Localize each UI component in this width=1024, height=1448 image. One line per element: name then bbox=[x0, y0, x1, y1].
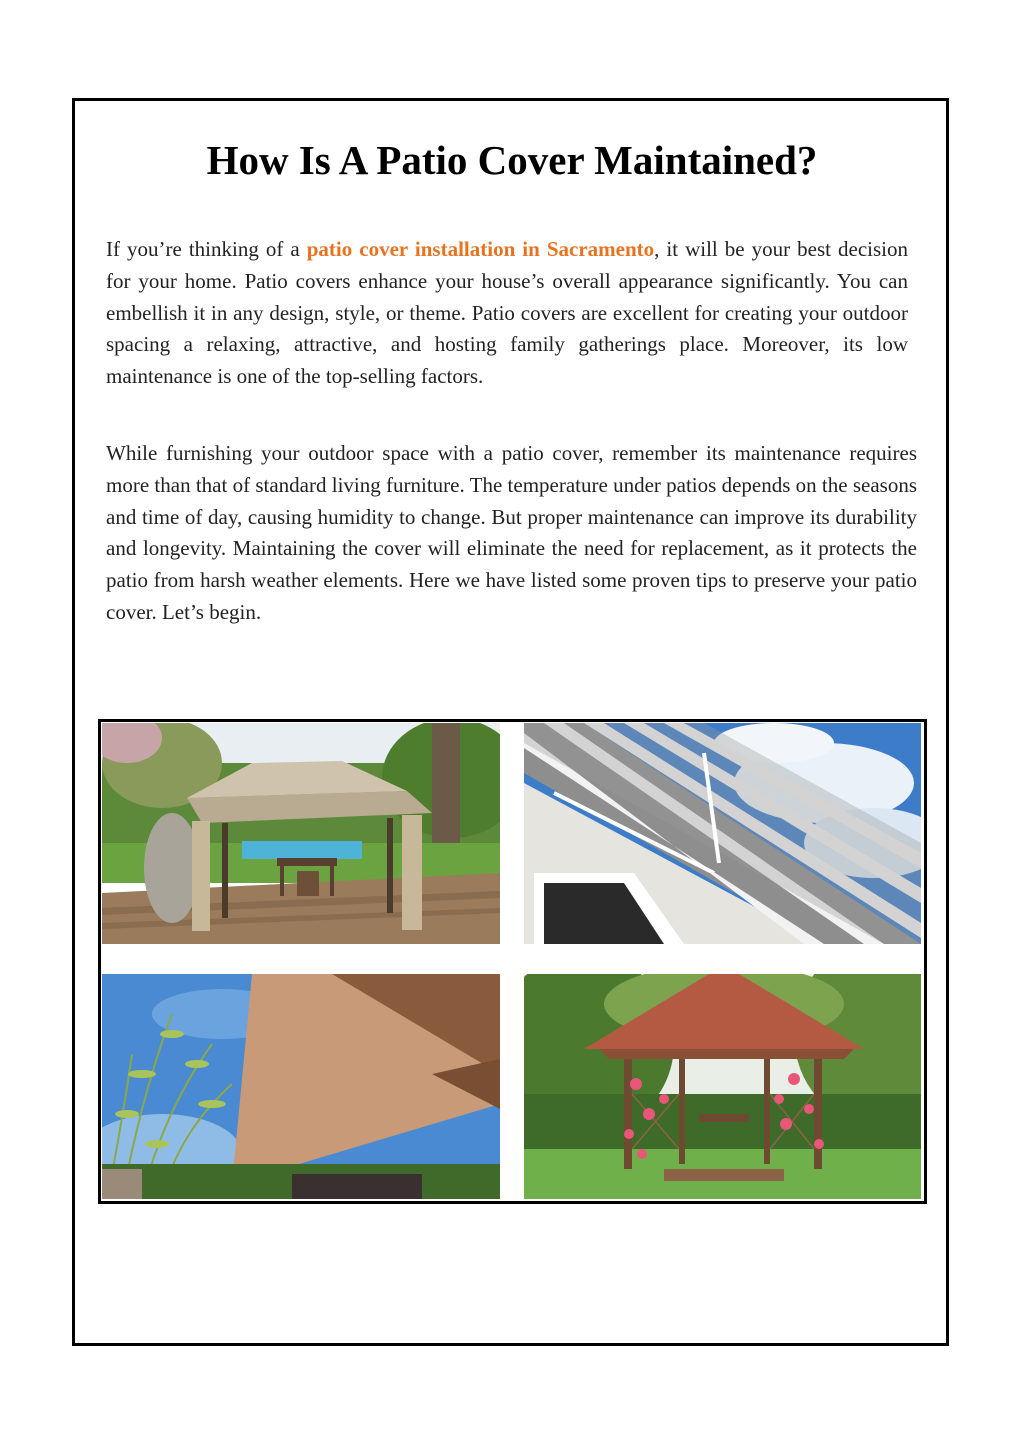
gazebo-on-deck-photo bbox=[102, 723, 500, 944]
maintenance-paragraph: While furnishing your outdoor space with a patio cover, remember its maintenance requires more than that of standard living furniture. The temperature under patios depends on the seasons and time of day, causing humidity to change. But proper maintenance can improve its durability and longevity. Maintaining the cover will eliminate the need for replacement, as it protects the patio from harsh weather elements. Here we have listed some proven tips to preserve your patio cover. Let’s begin. bbox=[106, 441, 917, 624]
page-title: How Is A Patio Cover Maintained? bbox=[206, 137, 818, 183]
intro-text-start: If you’re thinking of a bbox=[106, 237, 307, 261]
intro-paragraph bbox=[106, 234, 908, 393]
shade-sail-photo bbox=[102, 974, 500, 1199]
intro-text-end: , it will be your best decision for your home. Patio covers enhance your house’s overall appearance significantly. You can embellish it in any design, style, or theme. Patio covers are excellent for creating your outdoor spacing a relaxing, attractive, and hosting family gatherings place. Moreover, its low maintenance is one of the top-selling factors. bbox=[106, 237, 908, 389]
wooden-gazebo-with-roses-photo bbox=[524, 974, 921, 1199]
striped-awning-photo bbox=[524, 723, 921, 944]
patio-cover-installation-link[interactable]: patio cover installation in Sacramento bbox=[306, 237, 655, 261]
